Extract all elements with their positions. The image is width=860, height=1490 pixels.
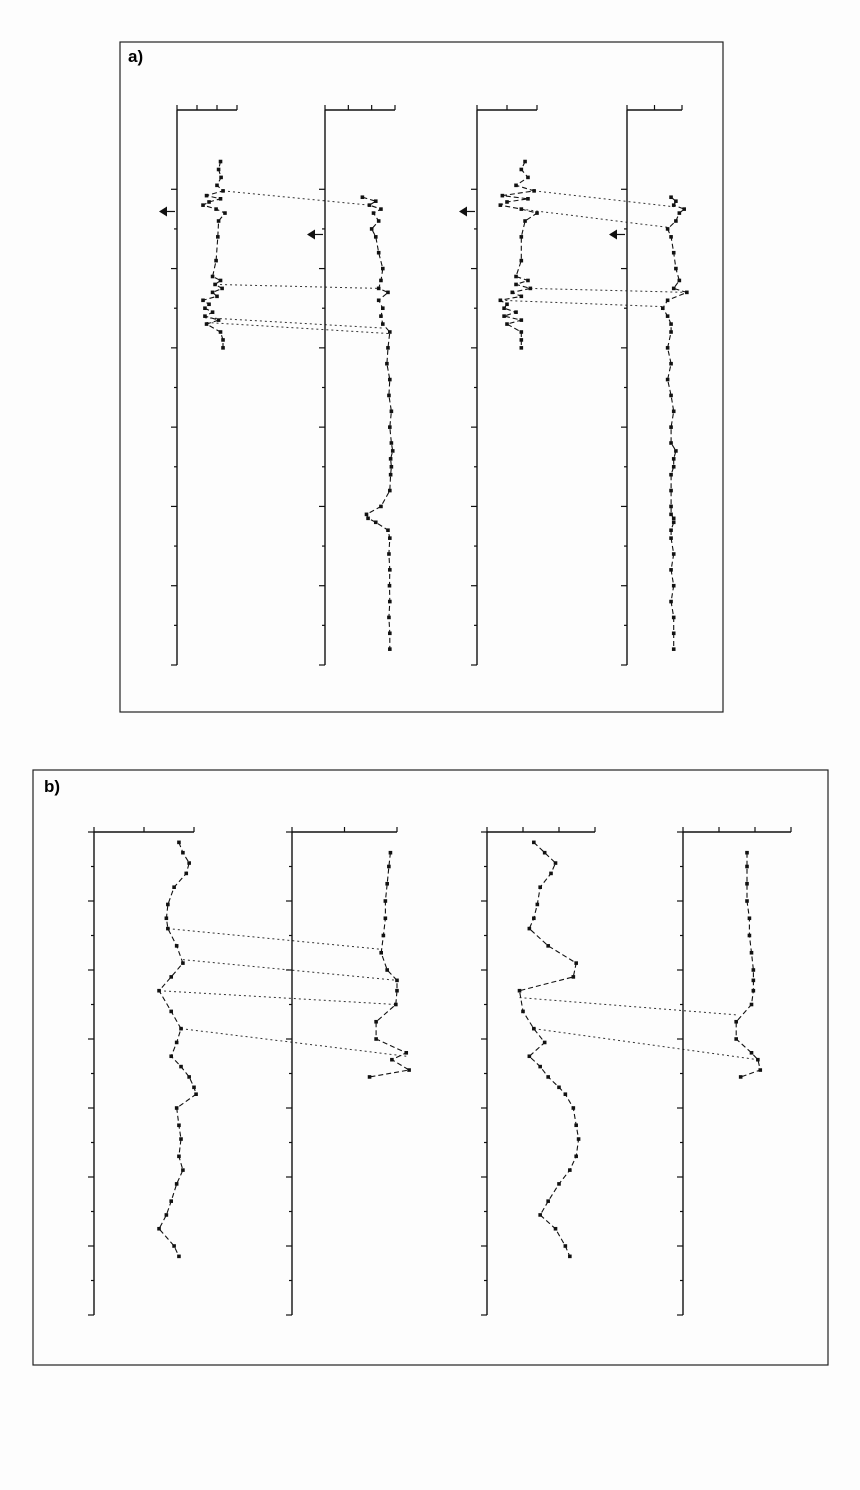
data-point (748, 934, 752, 938)
data-point (528, 927, 532, 931)
data-point (388, 378, 392, 382)
data-point (574, 1123, 578, 1127)
correlation-line (205, 318, 383, 328)
data-point (377, 219, 381, 223)
data-point (166, 903, 170, 907)
data-point (219, 160, 223, 164)
data-point (386, 291, 390, 295)
data-point (169, 1199, 173, 1203)
data-point (169, 1054, 173, 1058)
data-point (526, 279, 530, 283)
data-point (523, 160, 527, 164)
data-point (187, 861, 191, 865)
data-point (564, 1092, 568, 1096)
data-point (223, 211, 227, 215)
data-point (381, 267, 385, 271)
data-point (554, 1227, 558, 1231)
data-point (520, 168, 524, 172)
data-point (374, 235, 378, 239)
panel-1-log-3 (677, 827, 791, 1315)
correlation-line (168, 929, 381, 950)
panel-0-log-1 (319, 105, 395, 665)
panel-1-log-1 (286, 827, 411, 1315)
data-point (214, 259, 218, 263)
data-point (518, 989, 522, 993)
data-point (169, 975, 173, 979)
data-point (514, 310, 518, 314)
data-point (385, 362, 389, 366)
data-point (388, 330, 392, 334)
data-point (172, 885, 176, 889)
correlation-line (207, 322, 390, 333)
data-point (669, 473, 673, 477)
data-point (377, 298, 381, 302)
data-point (390, 465, 394, 469)
data-point (215, 295, 219, 299)
data-point (395, 979, 399, 983)
correlation-line (534, 1029, 758, 1060)
data-point (564, 1244, 568, 1248)
data-point (572, 975, 576, 979)
data-point (758, 1068, 762, 1072)
data-point (215, 184, 219, 188)
data-point (221, 338, 225, 342)
data-point (734, 1020, 738, 1024)
data-point (177, 1255, 181, 1259)
series-line (362, 197, 392, 649)
data-point (682, 207, 686, 211)
data-point (404, 1051, 408, 1055)
data-point (377, 287, 381, 291)
data-point (756, 1058, 760, 1062)
data-point (365, 513, 369, 517)
data-point (666, 227, 670, 231)
data-point (502, 306, 506, 310)
data-point (674, 219, 678, 223)
boundary-arrow-icon (307, 229, 315, 239)
data-point (379, 951, 383, 955)
data-point (166, 927, 170, 931)
series-line (159, 842, 196, 1256)
data-point (157, 1227, 161, 1231)
data-point (220, 287, 224, 291)
data-point (407, 1068, 411, 1072)
data-point (219, 197, 223, 201)
data-point (502, 314, 506, 318)
data-point (361, 195, 365, 199)
data-point (529, 287, 533, 291)
data-point (219, 176, 223, 180)
data-point (221, 346, 225, 350)
data-point (748, 916, 752, 920)
data-point (388, 600, 392, 604)
data-point (557, 1086, 561, 1090)
data-point (205, 194, 209, 198)
data-point (669, 600, 673, 604)
data-point (734, 1037, 738, 1041)
data-point (217, 219, 221, 223)
data-point (386, 346, 390, 350)
data-point (388, 647, 392, 651)
data-point (175, 944, 179, 948)
series-line (663, 197, 687, 649)
correlation-line (521, 209, 667, 227)
data-point (501, 194, 505, 198)
data-point (211, 275, 215, 279)
data-point (181, 851, 185, 855)
data-point (381, 322, 385, 326)
data-point (194, 1092, 198, 1096)
data-point (678, 211, 682, 215)
data-point (520, 330, 524, 334)
data-point (388, 536, 392, 540)
data-point (666, 298, 670, 302)
data-point (568, 1168, 572, 1172)
data-point (669, 505, 673, 509)
data-point (217, 318, 221, 322)
data-point (669, 394, 673, 398)
data-point (370, 227, 374, 231)
data-point (213, 283, 217, 287)
data-point (669, 330, 673, 334)
data-point (672, 520, 676, 524)
data-point (390, 409, 394, 413)
data-point (203, 314, 207, 318)
correlation-lines-layer (159, 191, 758, 1060)
data-point (175, 1106, 179, 1110)
data-point (386, 528, 390, 532)
data-point (672, 631, 676, 635)
correlation-line (223, 191, 369, 205)
data-point (384, 916, 388, 920)
data-point (750, 951, 754, 955)
data-point (379, 279, 383, 283)
data-point (385, 882, 389, 886)
panel-1-log-2 (481, 827, 595, 1315)
data-point (557, 1182, 561, 1186)
data-point (739, 1075, 743, 1079)
correlation-line (181, 1029, 406, 1057)
data-point (520, 338, 524, 342)
panel-1-log-0 (88, 827, 198, 1315)
data-point (216, 235, 220, 239)
data-point (543, 1041, 547, 1045)
data-point (672, 465, 676, 469)
data-point (499, 298, 503, 302)
data-point (520, 318, 524, 322)
series-line (736, 853, 760, 1077)
data-point (672, 287, 676, 291)
data-point (674, 267, 678, 271)
data-point (669, 536, 673, 540)
data-point (574, 1155, 578, 1159)
data-point (546, 1075, 550, 1079)
data-point (526, 176, 530, 180)
data-point (201, 203, 205, 207)
data-point (374, 1020, 378, 1024)
data-point (391, 449, 395, 453)
data-point (672, 203, 676, 207)
data-point (538, 885, 542, 889)
data-point (179, 1065, 183, 1069)
boundary-arrow-icon (159, 206, 167, 216)
data-point (175, 1041, 179, 1045)
data-point (388, 568, 392, 572)
data-point (532, 916, 536, 920)
data-point (745, 865, 749, 869)
data-point (221, 189, 225, 193)
data-point (669, 528, 673, 532)
data-point (510, 291, 514, 295)
data-point (395, 989, 399, 993)
data-point (165, 916, 169, 920)
data-point (389, 457, 393, 461)
data-point (381, 306, 385, 310)
data-point (745, 851, 749, 855)
data-point (514, 275, 518, 279)
series-line (370, 853, 410, 1077)
data-point (187, 1075, 191, 1079)
data-point (219, 279, 223, 283)
data-point (379, 505, 383, 509)
data-point (390, 1058, 394, 1062)
data-point (554, 861, 558, 865)
data-point (217, 168, 221, 172)
data-point (177, 1123, 181, 1127)
data-point (203, 306, 207, 310)
series-line (500, 162, 537, 348)
data-point (669, 441, 673, 445)
data-point (535, 211, 539, 215)
panel-0-log-3 (621, 105, 689, 665)
data-point (169, 1010, 173, 1014)
data-point (672, 647, 676, 651)
data-point (368, 1075, 372, 1079)
data-point (387, 865, 391, 869)
panel-a-frame (120, 42, 723, 712)
correlation-line (159, 991, 396, 1005)
data-point (520, 259, 524, 263)
data-point (577, 1137, 581, 1141)
data-point (179, 1027, 183, 1031)
data-point (669, 195, 673, 199)
data-point (672, 616, 676, 620)
data-point (549, 872, 553, 876)
data-point (520, 207, 524, 211)
data-point (214, 207, 218, 211)
data-point (538, 1065, 542, 1069)
data-point (374, 1037, 378, 1041)
data-point (374, 520, 378, 524)
data-point (377, 251, 381, 255)
data-point (661, 306, 665, 310)
correlation-line (215, 284, 379, 288)
data-point (669, 235, 673, 239)
data-point (669, 322, 673, 326)
data-point (211, 310, 215, 314)
data-point (207, 200, 211, 204)
data-point (387, 616, 391, 620)
data-point (574, 961, 578, 965)
data-point (205, 322, 209, 326)
data-point (388, 584, 392, 588)
data-point (674, 199, 678, 203)
data-point (750, 1003, 754, 1007)
data-point (388, 425, 392, 429)
data-point (372, 211, 376, 215)
data-point (368, 203, 372, 207)
series-line (520, 842, 579, 1256)
boundary-arrow-icon (609, 229, 617, 239)
data-point (394, 1003, 398, 1007)
correlation-line (500, 300, 662, 306)
correlation-line (534, 191, 674, 207)
correlation-line (520, 998, 737, 1015)
data-point (669, 425, 673, 429)
data-point (666, 314, 670, 318)
data-point (505, 200, 509, 204)
data-point (181, 1168, 185, 1172)
data-point (685, 291, 689, 295)
data-point (666, 346, 670, 350)
data-point (672, 584, 676, 588)
data-point (568, 1255, 572, 1259)
data-point (546, 944, 550, 948)
data-point (387, 394, 391, 398)
data-point (181, 961, 185, 965)
data-point (536, 903, 540, 907)
data-point (499, 203, 503, 207)
data-point (543, 851, 547, 855)
data-point (750, 1051, 754, 1055)
data-point (672, 409, 676, 413)
data-point (745, 899, 749, 903)
data-point (752, 979, 756, 983)
data-point (382, 934, 386, 938)
data-point (366, 517, 370, 521)
data-point (165, 1213, 169, 1217)
data-point (207, 302, 211, 306)
data-point (674, 449, 678, 453)
panel-b-frame (33, 770, 828, 1365)
data-point (546, 1199, 550, 1203)
data-point (379, 314, 383, 318)
data-point (532, 1027, 536, 1031)
data-point (388, 631, 392, 635)
panel-a-label: a) (128, 47, 144, 66)
logs-layer (88, 105, 791, 1315)
data-point (678, 279, 682, 283)
data-point (669, 362, 673, 366)
data-point (528, 1054, 532, 1058)
data-point (505, 322, 509, 326)
data-point (521, 1010, 525, 1014)
data-point (572, 1106, 576, 1110)
data-point (505, 302, 509, 306)
data-point (520, 235, 524, 239)
data-point (672, 251, 676, 255)
data-point (520, 295, 524, 299)
data-point (669, 513, 673, 517)
data-point (514, 184, 518, 188)
data-point (179, 1137, 183, 1141)
data-point (157, 989, 161, 993)
data-point (523, 219, 527, 223)
data-point (192, 1086, 196, 1090)
data-point (177, 841, 181, 845)
data-point (172, 1244, 176, 1248)
data-point (177, 1155, 181, 1159)
data-point (532, 841, 536, 845)
data-point (669, 489, 673, 493)
data-point (752, 989, 756, 993)
data-point (672, 517, 676, 521)
data-point (387, 552, 391, 556)
data-point (672, 552, 676, 556)
data-point (374, 199, 378, 203)
data-point (385, 968, 389, 972)
boundary-arrow-icon (459, 206, 467, 216)
data-point (389, 851, 393, 855)
data-point (379, 207, 383, 211)
data-point (752, 968, 756, 972)
data-point (672, 457, 676, 461)
data-point (666, 378, 670, 382)
data-point (184, 872, 188, 876)
panel-0-log-2 (471, 105, 539, 665)
data-point (745, 882, 749, 886)
data-point (390, 441, 394, 445)
data-point (175, 1182, 179, 1186)
data-point (219, 330, 223, 334)
data-point (532, 189, 536, 193)
data-point (514, 283, 518, 287)
correlation-line (530, 288, 686, 292)
panel-0-log-0 (171, 105, 237, 665)
data-point (388, 489, 392, 493)
data-point (526, 197, 530, 201)
data-point (669, 568, 673, 572)
data-point (389, 473, 393, 477)
data-point (211, 291, 215, 295)
data-point (520, 346, 524, 350)
data-point (201, 298, 205, 302)
data-point (384, 899, 388, 903)
panel-b-label: b) (44, 777, 61, 796)
data-point (538, 1213, 542, 1217)
